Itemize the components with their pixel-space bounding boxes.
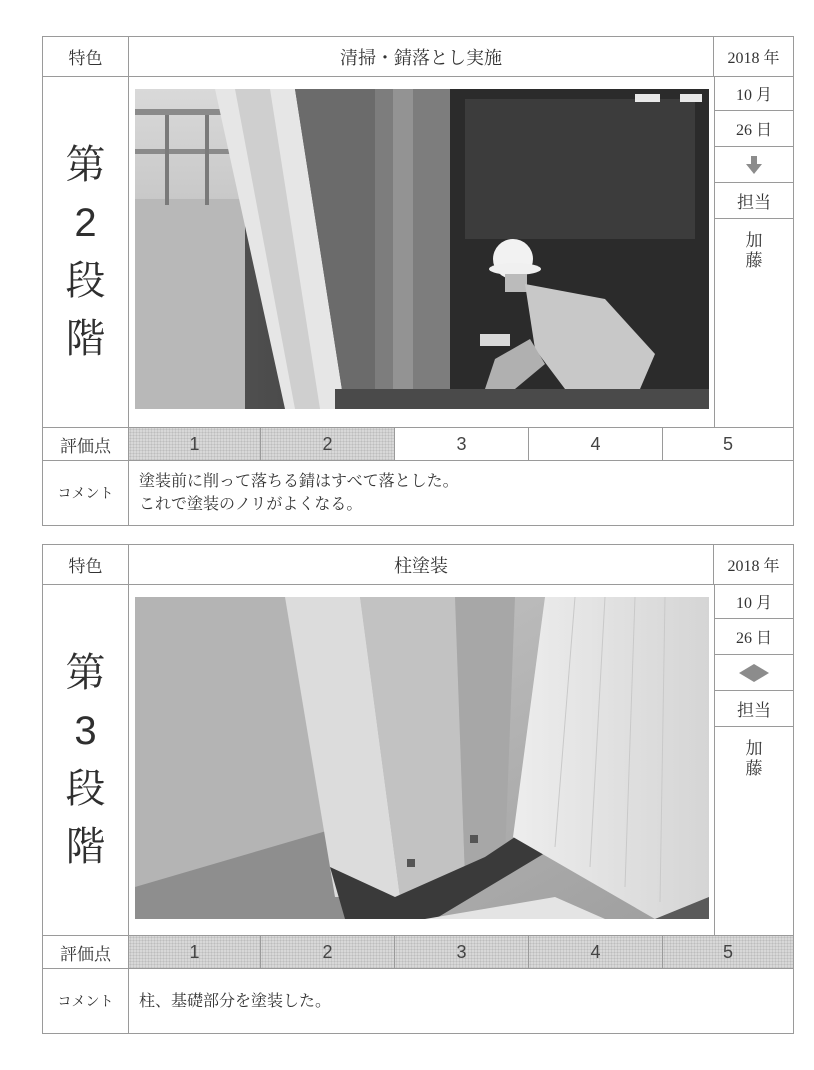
comment-line: これで塗装のノリがよくなる。 bbox=[139, 496, 363, 513]
score-option-5: 5 bbox=[663, 935, 793, 969]
comment-line: 柱、基礎部分を塗装した。 bbox=[139, 992, 332, 1010]
painted-column-photo bbox=[135, 597, 709, 919]
comment-box bbox=[129, 461, 793, 525]
record-card-stage-2 bbox=[42, 36, 794, 526]
stage-char: 第 bbox=[65, 651, 106, 695]
record-card-stage-3 bbox=[42, 544, 794, 1034]
score-option-3: 3 bbox=[395, 935, 529, 969]
person-name-char: 加 bbox=[745, 231, 763, 250]
score-option-4: 4 bbox=[529, 427, 663, 461]
day-cell: 26 日 bbox=[714, 111, 793, 147]
stage-char: 段 bbox=[65, 767, 106, 811]
stage-char: 階 bbox=[65, 317, 106, 361]
person-name bbox=[714, 219, 793, 427]
down-arrow-icon bbox=[714, 147, 793, 183]
stage-char: 階 bbox=[65, 825, 106, 869]
comment-box bbox=[129, 969, 793, 1033]
score-option-2: 2 bbox=[261, 935, 395, 969]
stage-char: 3 bbox=[74, 709, 97, 753]
day-cell: 26 日 bbox=[714, 619, 793, 655]
person-name-char: 加 bbox=[745, 739, 763, 758]
card-title: 柱塗装 bbox=[129, 545, 714, 585]
month-cell: 10 月 bbox=[714, 585, 793, 619]
score-option-1: 1 bbox=[129, 427, 261, 461]
work-photo bbox=[135, 89, 709, 409]
score-option-1: 1 bbox=[129, 935, 261, 969]
month-cell: 10 月 bbox=[714, 77, 793, 111]
feature-label: 特色 bbox=[43, 545, 129, 585]
stage-char: 2 bbox=[74, 201, 97, 245]
comment-label: コメント bbox=[43, 969, 129, 1033]
score-option-5: 5 bbox=[663, 427, 793, 461]
person-label: 担当 bbox=[714, 691, 793, 727]
person-label: 担当 bbox=[714, 183, 793, 219]
score-option-4: 4 bbox=[529, 935, 663, 969]
score-label: 評価点 bbox=[43, 935, 129, 969]
stage-label bbox=[43, 585, 129, 935]
score-option-2: 2 bbox=[261, 427, 395, 461]
score-label: 評価点 bbox=[43, 427, 129, 461]
year-cell: 2018 年 bbox=[714, 545, 793, 585]
year-cell: 2018 年 bbox=[714, 37, 793, 77]
worker-cleaning-column-photo bbox=[135, 89, 709, 409]
comment-line: 塗装前に削って落ちる錆はすべて落とした。 bbox=[139, 473, 459, 490]
card-title: 清掃・錆落とし実施 bbox=[129, 37, 714, 77]
stage-label bbox=[43, 77, 129, 427]
person-name bbox=[714, 727, 793, 935]
stage-char: 第 bbox=[65, 143, 106, 187]
person-name-char: 藤 bbox=[745, 759, 763, 778]
stage-char: 段 bbox=[65, 259, 106, 303]
work-photo bbox=[135, 597, 709, 919]
comment-label: コメント bbox=[43, 461, 129, 525]
score-option-3: 3 bbox=[395, 427, 529, 461]
feature-label: 特色 bbox=[43, 37, 129, 77]
person-name-char: 藤 bbox=[745, 251, 763, 270]
diamond-icon bbox=[714, 655, 793, 691]
